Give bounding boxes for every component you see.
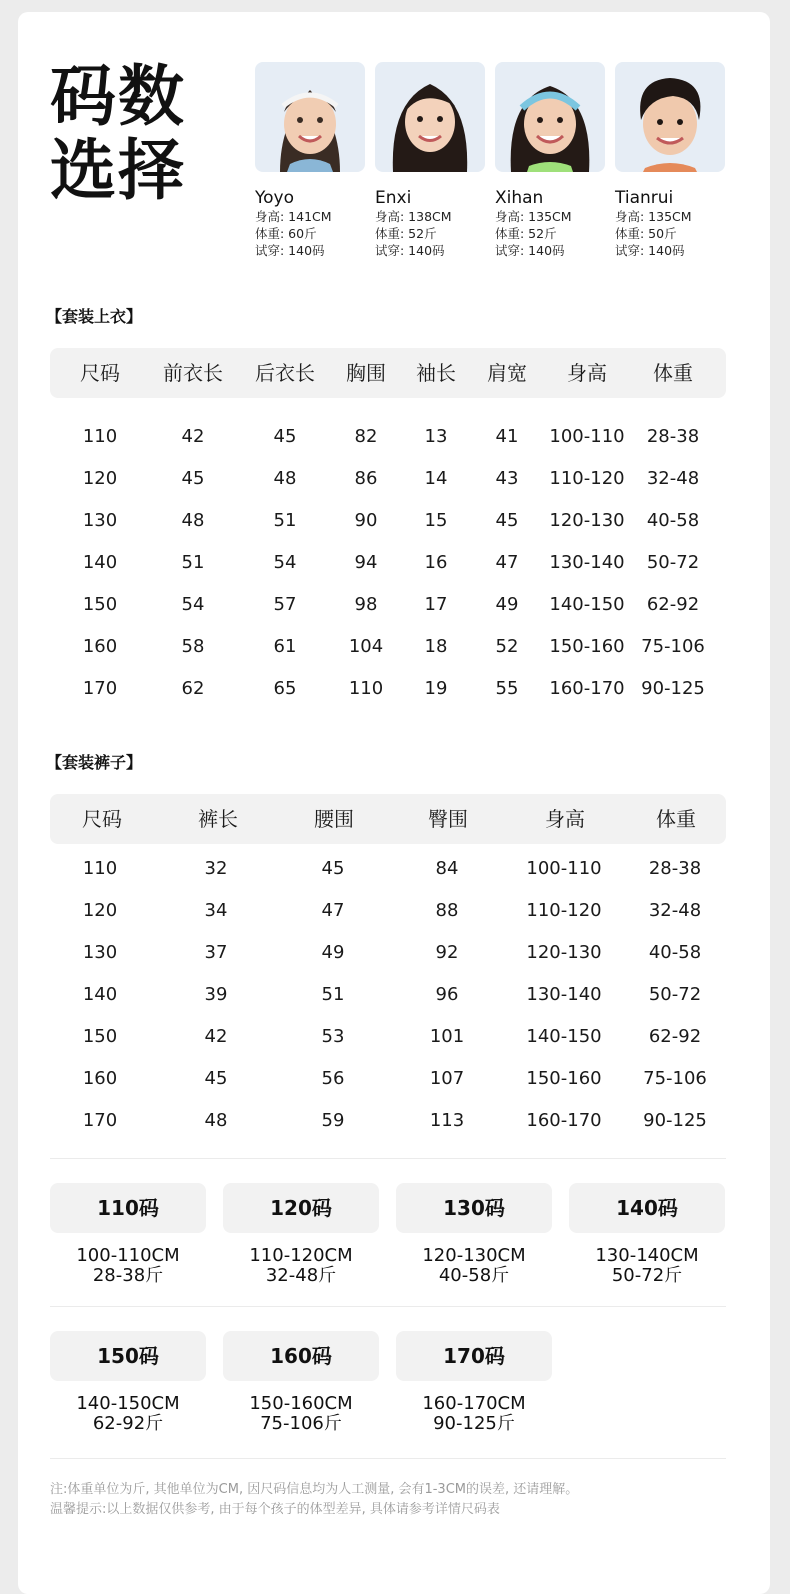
size-info (396, 1394, 552, 1434)
pants-header-cell: 体重 (656, 807, 696, 831)
size-info (396, 1246, 552, 1286)
model-height: 身高: 138CM (375, 209, 452, 224)
model-name: Xihan (495, 188, 544, 208)
size-weight: 75-106斤 (260, 1413, 342, 1434)
note-tip: 温馨提示:以上数据仅供参考, 由于每个孩子的体型差异, 具体请参考详情尺码表 (50, 1502, 500, 1517)
pants-table-cell: 32 (204, 858, 228, 879)
divider (50, 1458, 726, 1459)
top-table-cell: 45 (181, 468, 205, 489)
top-table-cell: 62-92 (646, 594, 700, 615)
size-weight: 50-72斤 (611, 1265, 683, 1286)
top-table-cell: 90-125 (641, 678, 705, 699)
pants-table-cell: 150 (82, 1026, 118, 1047)
divider (50, 1158, 726, 1159)
top-table-cell: 51 (181, 552, 205, 573)
size-info (569, 1246, 725, 1286)
pants-table-cell: 120-130 (526, 942, 602, 963)
pants-table-cell: 47 (321, 900, 345, 921)
pants-table-cell: 160-170 (526, 1110, 602, 1131)
top-table-cell: 120 (82, 468, 118, 489)
top-header-cell: 尺码 (80, 361, 120, 385)
pants-table-cell: 88 (435, 900, 459, 921)
page-title-line1: 码数 (50, 58, 186, 135)
model-weight: 体重: 52斤 (375, 226, 437, 241)
pants-table-cell: 39 (204, 984, 228, 1005)
model-tried-size: 试穿: 140码 (375, 243, 445, 258)
size-info (50, 1394, 206, 1434)
pants-table-cell: 170 (82, 1110, 118, 1131)
pants-table-cell: 107 (429, 1068, 465, 1089)
top-table-cell: 14 (424, 468, 448, 489)
top-table-cell: 58 (181, 636, 205, 657)
top-table-cell: 90 (354, 510, 378, 531)
pants-table-cell: 113 (429, 1110, 465, 1131)
size-pill: 130码 (396, 1183, 552, 1233)
size-height: 130-140CM (595, 1245, 699, 1266)
girl-headband-portrait-icon (255, 62, 365, 172)
pants-table-cell: 96 (435, 984, 459, 1005)
size-guide-card (18, 12, 770, 1594)
model-card (615, 62, 727, 259)
top-table-cell: 16 (424, 552, 448, 573)
top-table-cell: 48 (181, 510, 205, 531)
pants-table-cell: 49 (321, 942, 345, 963)
pants-table-cell: 53 (321, 1026, 345, 1047)
pants-table-cell: 34 (204, 900, 228, 921)
top-table-cell: 40-58 (646, 510, 700, 531)
girl-blue-headband-portrait-icon (495, 62, 605, 172)
top-table-cell: 82 (354, 426, 378, 447)
size-weight: 32-48斤 (265, 1265, 337, 1286)
size-weight: 40-58斤 (438, 1265, 510, 1286)
top-table-cell: 50-72 (646, 552, 700, 573)
top-table-cell: 45 (273, 426, 297, 447)
top-table-cell: 130-140 (549, 552, 625, 573)
page-title (50, 60, 186, 208)
top-table-cell: 98 (354, 594, 378, 615)
size-pill: 160码 (223, 1331, 379, 1381)
top-table-cell: 13 (424, 426, 448, 447)
pants-header-cell: 腰围 (314, 807, 354, 831)
pants-table-cell: 51 (321, 984, 345, 1005)
top-table-cell: 18 (424, 636, 448, 657)
size-height: 100-110CM (76, 1245, 180, 1266)
top-table-cell: 104 (348, 636, 384, 657)
size-pill: 170码 (396, 1331, 552, 1381)
size-pill: 150码 (50, 1331, 206, 1381)
pants-table-cell: 110-120 (526, 900, 602, 921)
pants-table-cell: 45 (204, 1068, 228, 1089)
pants-header-cell: 尺码 (82, 807, 122, 831)
top-table-cell: 140 (82, 552, 118, 573)
model-height: 身高: 135CM (495, 209, 572, 224)
pants-table-cell: 56 (321, 1068, 345, 1089)
top-table-cell: 65 (273, 678, 297, 699)
size-height: 110-120CM (249, 1245, 353, 1266)
size-weight: 28-38斤 (92, 1265, 164, 1286)
top-table-cell: 42 (181, 426, 205, 447)
model-card (375, 62, 487, 259)
pants-table-cell: 100-110 (526, 858, 602, 879)
size-weight: 90-125斤 (433, 1413, 515, 1434)
pants-table-cell: 59 (321, 1110, 345, 1131)
top-table-cell: 94 (354, 552, 378, 573)
top-table-cell: 48 (273, 468, 297, 489)
top-table-cell: 86 (354, 468, 378, 489)
model-name: Yoyo (255, 188, 294, 208)
top-table-cell: 45 (495, 510, 519, 531)
pants-table-cell: 90-125 (643, 1110, 707, 1131)
size-info (223, 1246, 379, 1286)
top-table-cell: 150 (82, 594, 118, 615)
top-table-header (50, 348, 726, 398)
top-table-cell: 41 (495, 426, 519, 447)
model-card (255, 62, 367, 259)
size-pill: 110码 (50, 1183, 206, 1233)
model-weight: 体重: 50斤 (615, 226, 677, 241)
top-table-cell: 75-106 (641, 636, 705, 657)
pants-table-cell: 160 (82, 1068, 118, 1089)
top-header-cell: 后衣长 (255, 361, 315, 385)
pants-table-cell: 84 (435, 858, 459, 879)
page-title-line2: 选择 (50, 132, 186, 209)
divider (50, 1306, 726, 1307)
top-table-cell: 160 (82, 636, 118, 657)
pants-table-cell: 75-106 (643, 1068, 707, 1089)
top-table-cell: 170 (82, 678, 118, 699)
size-height: 140-150CM (76, 1393, 180, 1414)
top-header-cell: 前衣长 (163, 361, 223, 385)
model-tried-size: 试穿: 140码 (255, 243, 325, 258)
size-height: 150-160CM (249, 1393, 353, 1414)
model-name: Tianrui (615, 188, 674, 208)
top-table-cell: 61 (273, 636, 297, 657)
top-table-cell: 140-150 (549, 594, 625, 615)
pants-table-cell: 140 (82, 984, 118, 1005)
pants-section-title: 【套装裤子】 (46, 753, 143, 772)
size-info (223, 1394, 379, 1434)
pants-header-cell: 裤长 (198, 807, 238, 831)
pants-table-cell: 50-72 (648, 984, 702, 1005)
top-header-cell: 身高 (567, 361, 607, 385)
girl-long-hair-portrait-icon (375, 62, 485, 172)
top-table-cell: 55 (495, 678, 519, 699)
top-table-cell: 32-48 (646, 468, 700, 489)
top-header-cell: 肩宽 (487, 361, 527, 385)
size-info (50, 1246, 206, 1286)
pants-table-cell: 150-160 (526, 1068, 602, 1089)
top-table-cell: 19 (424, 678, 448, 699)
pants-table-cell: 130-140 (526, 984, 602, 1005)
pants-table-cell: 40-58 (648, 942, 702, 963)
pants-table-cell: 140-150 (526, 1026, 602, 1047)
top-section-title: 【套装上衣】 (46, 307, 143, 326)
model-name: Enxi (375, 188, 412, 208)
pants-table-cell: 28-38 (648, 858, 702, 879)
pants-table-cell: 45 (321, 858, 345, 879)
top-table-cell: 49 (495, 594, 519, 615)
size-height: 160-170CM (422, 1393, 526, 1414)
top-table-body (50, 426, 726, 726)
top-table-cell: 54 (181, 594, 205, 615)
pants-table-cell: 37 (204, 942, 228, 963)
pants-table-cell: 62-92 (648, 1026, 702, 1047)
top-table-cell: 110-120 (549, 468, 625, 489)
top-table-cell: 160-170 (549, 678, 625, 699)
top-header-cell: 胸围 (346, 361, 386, 385)
model-weight: 体重: 52斤 (495, 226, 557, 241)
top-table-cell: 150-160 (549, 636, 625, 657)
pants-table-cell: 110 (82, 858, 118, 879)
model-tried-size: 试穿: 140码 (615, 243, 685, 258)
pants-table-cell: 101 (429, 1026, 465, 1047)
model-height: 身高: 135CM (615, 209, 692, 224)
top-table-cell: 62 (181, 678, 205, 699)
top-table-cell: 57 (273, 594, 297, 615)
top-header-cell: 体重 (653, 361, 693, 385)
model-weight: 体重: 60斤 (255, 226, 317, 241)
model-tried-size: 试穿: 140码 (495, 243, 565, 258)
pants-table-cell: 48 (204, 1110, 228, 1131)
model-card (495, 62, 607, 259)
pants-table-cell: 32-48 (648, 900, 702, 921)
top-table-cell: 43 (495, 468, 519, 489)
pants-table-cell: 130 (82, 942, 118, 963)
pants-table-cell: 92 (435, 942, 459, 963)
pants-table-body (50, 858, 726, 1158)
top-table-cell: 120-130 (549, 510, 625, 531)
size-weight: 62-92斤 (92, 1413, 164, 1434)
note-unit: 注:体重单位为斤, 其他单位为CM, 因尺码信息均为人工测量, 会有1-3CM的误差, 还请理解。 (50, 1482, 579, 1497)
pants-table-cell: 42 (204, 1026, 228, 1047)
top-table-cell: 110 (82, 426, 118, 447)
top-table-cell: 110 (348, 678, 384, 699)
pants-header-cell: 身高 (545, 807, 585, 831)
top-table-cell: 130 (82, 510, 118, 531)
top-table-cell: 28-38 (646, 426, 700, 447)
top-table-cell: 100-110 (549, 426, 625, 447)
size-pill: 120码 (223, 1183, 379, 1233)
top-table-cell: 54 (273, 552, 297, 573)
top-table-cell: 52 (495, 636, 519, 657)
pants-table-cell: 120 (82, 900, 118, 921)
size-height: 120-130CM (422, 1245, 526, 1266)
top-table-cell: 47 (495, 552, 519, 573)
pants-table-header (50, 794, 726, 844)
pants-header-cell: 臀围 (428, 807, 468, 831)
top-header-cell: 袖长 (416, 361, 456, 385)
top-table-cell: 17 (424, 594, 448, 615)
top-table-cell: 15 (424, 510, 448, 531)
model-height: 身高: 141CM (255, 209, 332, 224)
boy-portrait-icon (615, 62, 725, 172)
top-table-cell: 51 (273, 510, 297, 531)
size-pill: 140码 (569, 1183, 725, 1233)
